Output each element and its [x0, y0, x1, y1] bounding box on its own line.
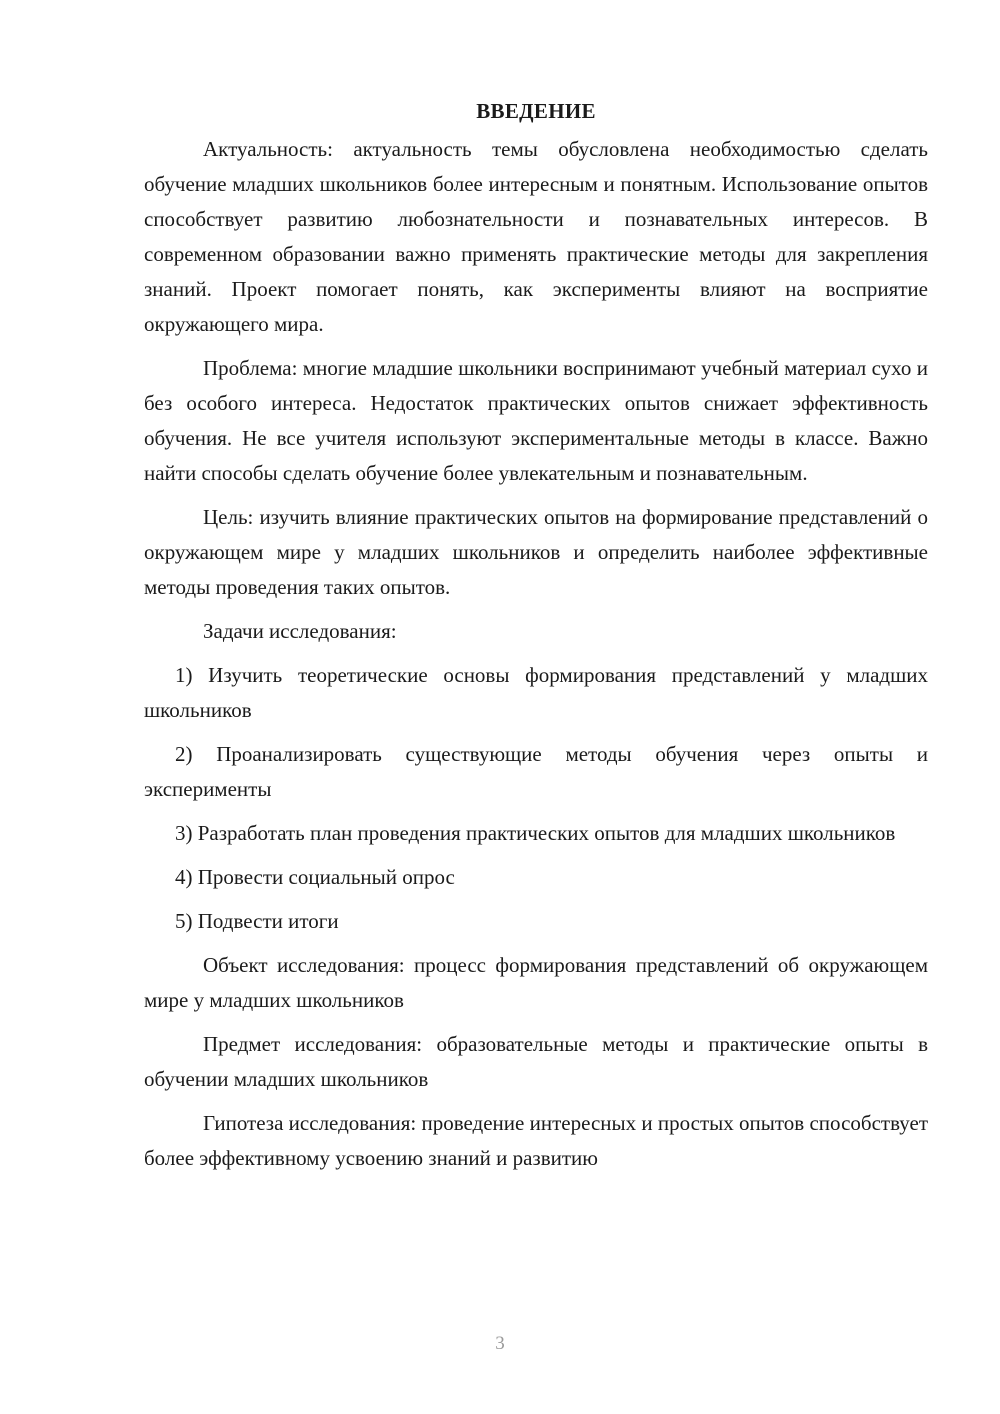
task-item: 5) Подвести итоги: [175, 909, 339, 933]
task-item: 1) Изучить теоретические основы формирования представлений у младших школьников: [144, 663, 928, 722]
paragraph-subject: Предмет исследования: образовательные методы и практические опыты в обучении младших школьников: [144, 1032, 928, 1091]
paragraph-problem: Проблема: многие младшие школьники воспринимают учебный материал сухо и без особого интереса. Недостаток практических опытов снижает эффективность обучения. Не все учителя используют экспериментальные методы в классе. Важно найти способы сделать обучение более увлекательным и познавательным.: [144, 356, 928, 485]
task-item: 3) Разработать план проведения практических опытов для младших школьников: [175, 821, 896, 845]
task-item: 4) Провести социальный опрос: [175, 865, 455, 889]
page-number: 3: [495, 1333, 505, 1354]
paragraph-relevance: Актуальность: актуальность темы обусловлена необходимостью сделать обучение младших школьников более интересным и понятным. Использование опытов способствует развитию любознательности и познавательных интересов. В современном образовании важно применять практические методы для закрепления знаний. Проект помогает понять, как эксперименты влияют на восприятие окружающего мира.: [144, 137, 928, 336]
paragraph-tasks-title: Задачи исследования:: [203, 619, 397, 643]
page-content: [144, 94, 928, 1185]
paragraph-object: Объект исследования: процесс формирования представлений об окружающем мире у младших школьников: [144, 953, 928, 1012]
paragraph-goal: Цель: изучить влияние практических опытов на формирование представлений о окружающем мире у младших школьников и определить наиболее эффективные методы проведения таких опытов.: [144, 505, 928, 599]
task-item: 2) Проанализировать существующие методы обучения через опыты и эксперименты: [144, 742, 928, 801]
section-heading: ВВЕДЕНИЕ: [476, 99, 596, 123]
paragraph-hypothesis: Гипотеза исследования: проведение интересных и простых опытов способствует более эффективному усвоению знаний и развитию: [144, 1111, 928, 1170]
